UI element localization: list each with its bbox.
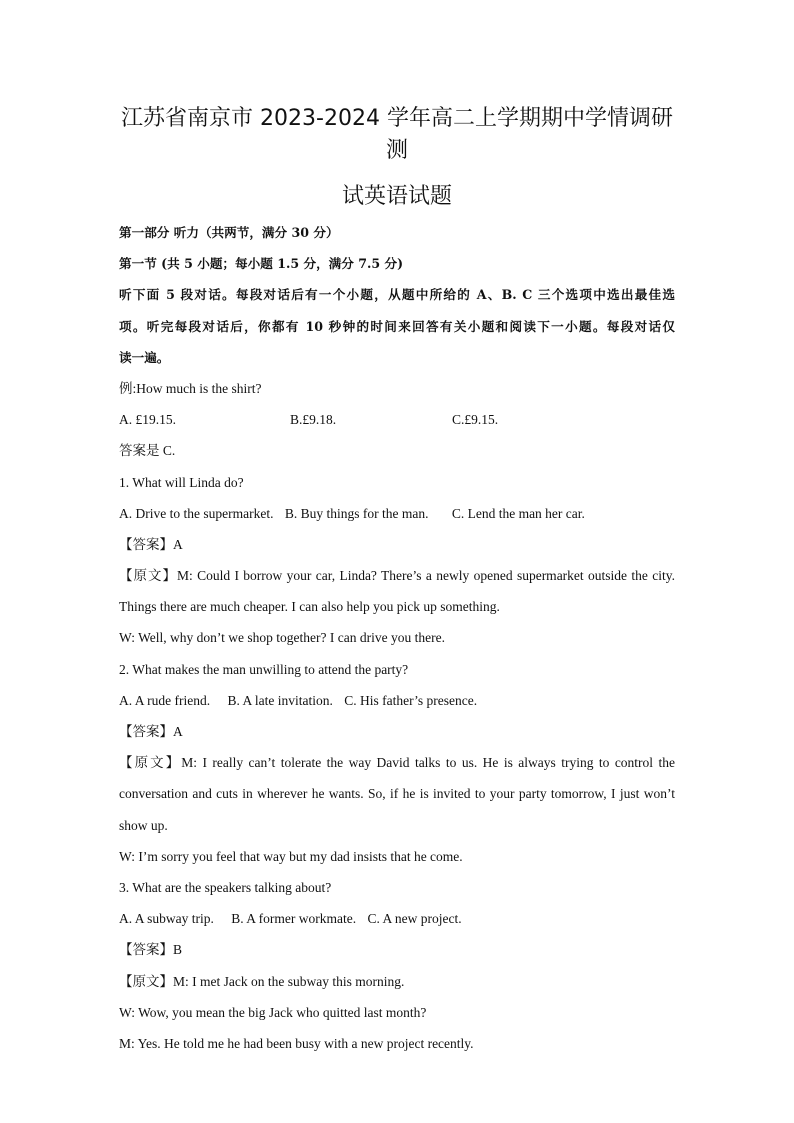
question-1-transcript-line-1: 【原文】M: Could I borrow your car, Linda? There’s a newly opened supermarket outside the city. [119,568,675,584]
question-1-option-c: C. Lend the man her car. [451,505,585,521]
instruction-line-3: 读一遍。 [119,349,170,365]
question-2-answer: 【答案】A [119,724,183,739]
question-3-option-a: A. A subway trip. [119,911,214,927]
document-title-line2: 试英语试题 [341,184,452,209]
example-answer: 答案是 C. [119,443,176,459]
question-2: 2. What makes the man unwilling to attend the party? [119,661,409,677]
instruction-line-2: 项。听完每段对话后，你都有 10 秒钟的时间来回答有关小题和阅读下一小题。每段对话仅 [119,318,675,334]
question-1-transcript-line-3: W: Well, why don’t we shop together? I can drive you there. [119,630,445,646]
question-1-option-a: A. Drive to the supermarket. [119,505,274,521]
question-3-transcript-line-1: 【原文】M: I met Jack on the subway this morning. [119,973,405,989]
question-1: 1. What will Linda do? [119,474,244,490]
question-1-option-b: B. Buy things for the man. [284,505,429,521]
question-3-transcript-line-3: M: Yes. He told me he had been busy with a new project recently. [119,1035,474,1051]
question-2-option-b: B. A late invitation. [227,692,333,708]
question-2-option-a: A. A rude friend. [119,692,211,708]
question-2-transcript-line-2: conversation and cuts in wherever he wants. So, if he is invited to your party tomorrow, I just won’t [119,786,675,802]
instruction-line-1: 听下面 5 段对话。每段对话后有一个小题，从题中所给的 A、B. C 三个选项中选出最佳选 [119,287,675,303]
question-1-transcript-line-2: Things there are much cheaper. I can also help you pick up something. [119,599,500,615]
part1-heading: 第一部分 听力（共两节，满分 30 分） [119,225,339,240]
example-options [119,404,675,435]
question-3-option-c: C. A new project. [367,911,462,927]
question-3-transcript-line-2: W: Wow, you mean the big Jack who quitted last month? [119,1004,427,1020]
example-option-b: B.£9.18. [290,412,337,428]
question-3-options [119,903,675,934]
section1-heading: 第一节 (共 5 小题；每小题 1.5 分，满分 7.5 分) [119,256,404,272]
question-2-transcript-line-3: show up. [119,817,168,833]
example-option-c: C.£9.15. [452,412,499,428]
question-1-answer: 【答案】A [119,536,183,552]
question-2-transcript-line-4: W: I’m sorry you feel that way but my dad insists that he come. [119,848,463,864]
document-title-line1: 江苏省南京市 2023-2024 学年高二上学期期中学情调研测 [121,106,673,163]
question-1-options [119,498,675,529]
question-2-options [119,685,675,716]
example-question: 例:How much is the shirt? [119,380,262,396]
question-3-answer: 【答案】B [119,942,183,958]
question-3: 3. What are the speakers talking about? [119,879,332,895]
question-2-transcript-line-1: 【原文】M: I really can’t tolerate the way David talks to us. He is always trying to control the [119,755,675,771]
question-2-option-c: C. His father’s presence. [344,692,478,708]
question-3-option-b: B. A former workmate. [231,911,357,927]
example-option-a: A. £19.15. [119,412,176,428]
